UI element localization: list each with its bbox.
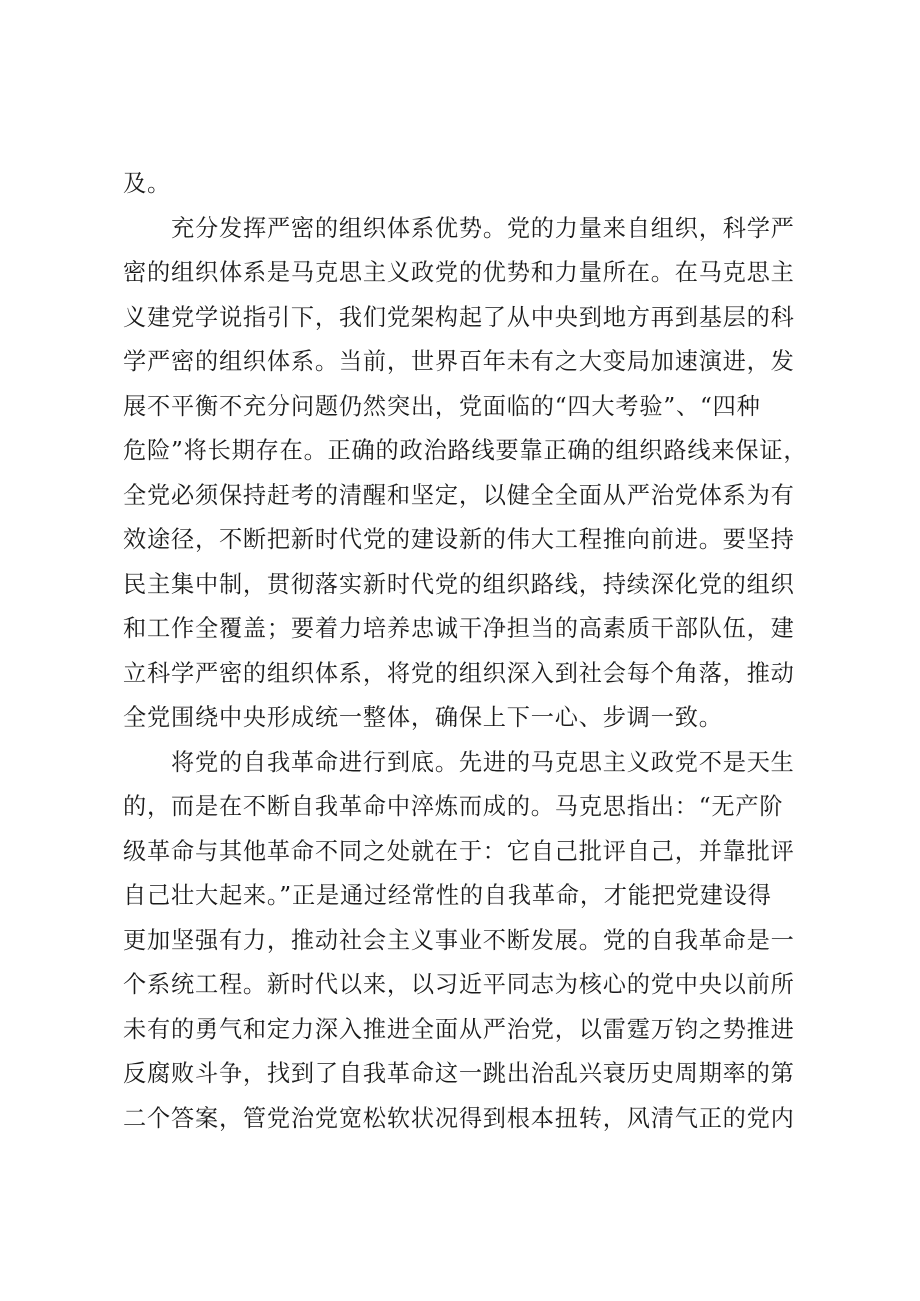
text-line: 危险”将长期存在。正确的政治路线要靠正确的组织路线来保证， [123,437,808,464]
text-line: 密的组织体系是马克思主义政党的优势和力量所在。在马克思主 [123,259,795,286]
text-line: 级革命与其他革命不同之处就在于：它自己批评自己，并靠批评 [123,837,795,865]
text-line: 民主集中制，贯彻落实新时代党的组织路线，持续深化党的组织 [123,570,795,598]
text-line: 展不平衡不充分问题仍然突出，党面临的“四大考验”、“四种 [123,392,761,420]
paragraph-first-line: 将党的自我革命进行到底。先进的马克思主义政党不是天生 [171,748,795,776]
text-line: 全党必须保持赶考的清醒和坚定，以健全全面从严治党体系为有 [123,481,795,509]
text-line: 全党围绕中央形成统一整体，确保上下一心、步调一致。 [123,704,723,731]
body-text [123,162,813,1141]
text-line: 未有的勇气和定力深入推进全面从严治党，以雷霆万钧之势推进 [123,1015,795,1043]
text-line: 更加坚强有力，推动社会主义事业不断发展。党的自我革命是一 [123,926,795,954]
text-line: 个系统工程。新时代以来，以习近平同志为核心的党中央以前所 [123,971,795,998]
text-line: 自己壮大起来。”正是通过经常性的自我革命，才能把党建设得 [123,882,772,909]
text-line: 学严密的组织体系。当前，世界百年未有之大变局加速演进，发 [123,348,795,375]
text-line: 和工作全覆盖；要着力培养忠诚干净担当的高素质干部队伍，建 [123,615,795,642]
text-line: 的，而是在不断自我革命中淬炼而成的。马克思指出：“无产阶 [123,793,784,820]
text-line: 效途径，不断把新时代党的建设新的伟大工程推向前进。要坚持 [123,526,795,553]
text-line: 义建党学说指引下，我们党架构起了从中央到地方再到基层的科 [123,303,795,331]
paragraph-first-line: 充分发挥严密的组织体系优势。党的力量来自组织，科学严 [171,214,795,242]
text-line: 立科学严密的组织体系，将党的组织深入到社会每个角落，推动 [123,659,795,687]
text-line: 及。 [123,170,171,197]
text-line: 反腐败斗争，找到了自我革命这一跳出治乱兴衰历史周期率的第 [123,1060,795,1087]
text-line: 二个答案，管党治党宽松软状况得到根本扭转，风清气正的党内 [123,1104,795,1132]
